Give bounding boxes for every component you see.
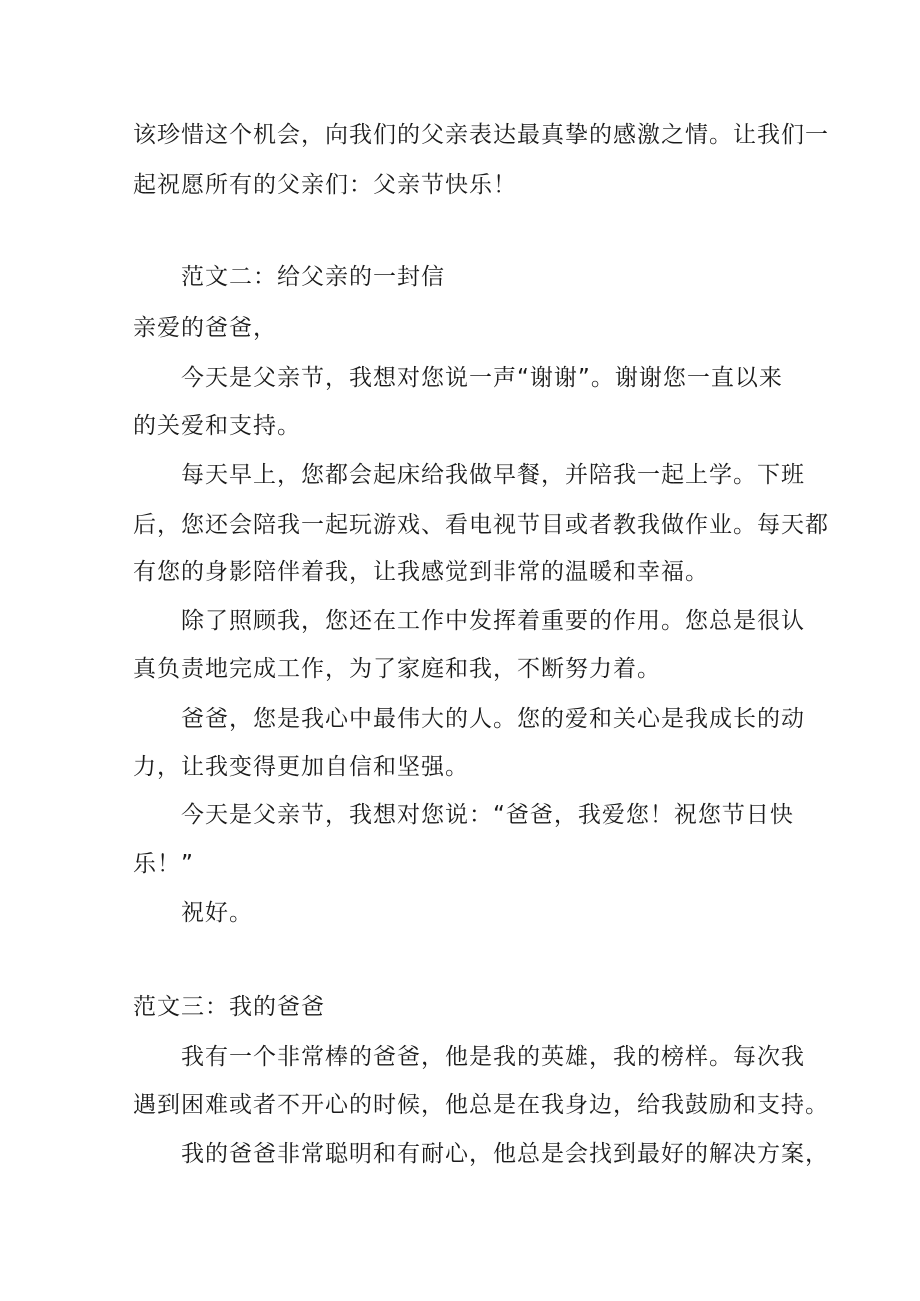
text-line: 后，您还会陪我一起玩游戏、看电视节目或者教我做作业。每天都: [133, 512, 829, 538]
text-line: 乐！”: [133, 851, 194, 877]
text-line: 有您的身影陪伴着我，让我感觉到非常的温暖和幸福。: [133, 559, 709, 585]
text-line: 该珍惜这个机会，向我们的父亲表达最真挚的感激之情。让我们一: [133, 122, 829, 148]
text-line: 每天早上，您都会起床给我做早餐，并陪我一起上学。下班: [181, 462, 805, 488]
text-line: 今天是父亲节，我想对您说一声“谢谢”。谢谢您一直以来: [181, 365, 783, 391]
text-line: 爸爸，您是我心中最伟大的人。您的爱和关心是我成长的动: [181, 706, 805, 732]
text-line: 除了照顾我，您还在工作中发挥着重要的作用。您总是很认: [181, 608, 805, 634]
text-line: 我的爸爸非常聪明和有耐心，他总是会找到最好的解决方案，: [181, 1141, 829, 1167]
letter-salutation: 亲爱的爸爸，: [133, 315, 277, 341]
text-line: 起祝愿所有的父亲们：父亲节快乐！: [133, 172, 517, 198]
text-line: 遇到困难或者不开心的时候，他总是在我身边，给我鼓励和支持。: [133, 1092, 829, 1118]
text-line: 今天是父亲节，我想对您说：“爸爸，我爱您！祝您节日快: [181, 802, 794, 828]
letter-closing: 祝好。: [181, 900, 253, 926]
section-heading: 范文三：我的爸爸: [133, 994, 325, 1020]
text-line: 真负责地完成工作，为了家庭和我，不断努力着。: [133, 656, 661, 682]
text-line: 我有一个非常棒的爸爸，他是我的英雄，我的榜样。每次我: [181, 1044, 805, 1070]
text-line: 力，让我变得更加自信和坚强。: [133, 754, 469, 780]
section-heading: 范文二：给父亲的一封信: [181, 264, 445, 290]
text-line: 的关爱和支持。: [133, 413, 301, 439]
